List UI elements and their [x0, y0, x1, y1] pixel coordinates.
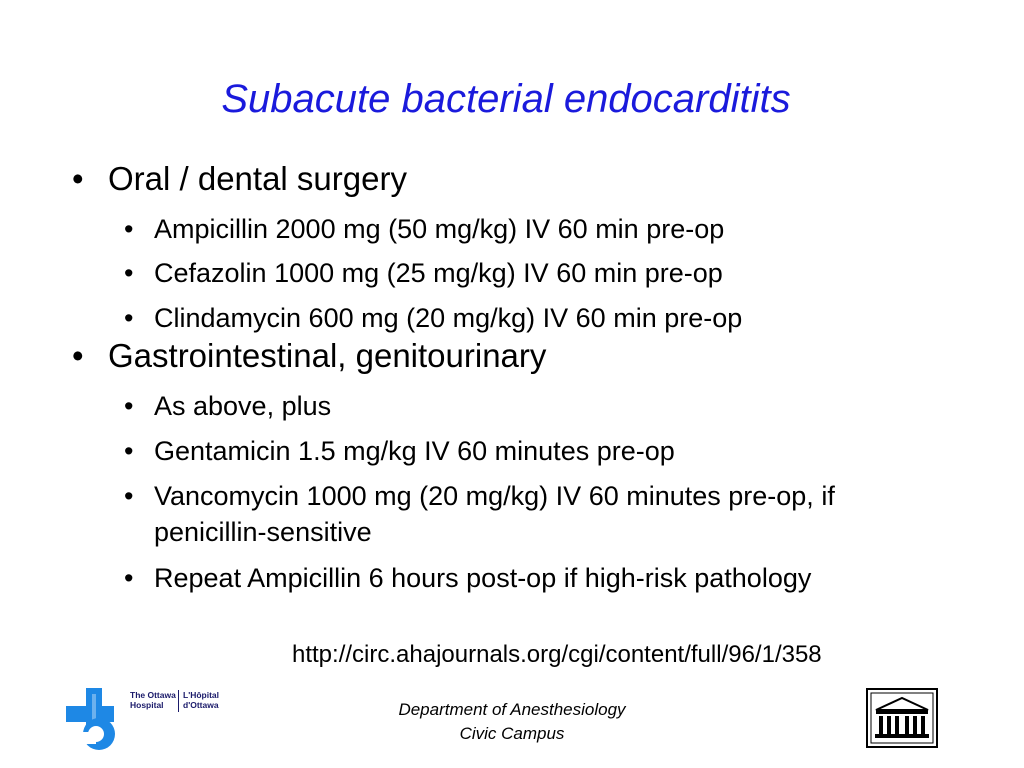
logo-en-line1: The Ottawa	[130, 690, 176, 700]
bullet-dot: •	[124, 391, 134, 421]
slide-title: Subacute bacterial endocarditits	[221, 77, 791, 121]
footer-campus: Civic Campus	[459, 724, 565, 743]
civic-building-logo	[866, 688, 938, 748]
reference-url[interactable]: http://circ.ahajournals.org/cgi/content/full/96/1/358	[292, 641, 822, 668]
logo-divider	[178, 690, 179, 712]
footer	[360, 698, 664, 746]
ottawa-hospital-logo	[66, 688, 236, 754]
bullet-dot: •	[124, 303, 134, 333]
bullet-dot: •	[124, 214, 134, 244]
logo-en-line2: Hospital	[130, 700, 164, 710]
logo-text-fr	[183, 690, 219, 710]
bullet-item: Gentamicin 1.5 mg/kg IV 60 minutes pre-op	[154, 436, 675, 466]
civic-building-logo-icon	[866, 688, 938, 748]
logo-fr-line1: L'Hôpital	[183, 690, 220, 700]
logo-fr-line2: d'Ottawa	[183, 700, 219, 710]
bullet-dot: •	[72, 160, 84, 197]
bullet-dot: •	[124, 563, 134, 593]
bullet-dot: •	[124, 436, 134, 466]
bullet-item: As above, plus	[154, 391, 332, 421]
bullet-dot: •	[72, 337, 84, 374]
bullet-dot: •	[124, 258, 134, 288]
bullet-heading: Oral / dental surgery	[108, 160, 407, 197]
footer-department: Department of Anesthesiology	[398, 700, 626, 719]
bullet-heading: Gastrointestinal, genitourinary	[108, 337, 547, 374]
bullet-item: Ampicillin 2000 mg (50 mg/kg) IV 60 min pre-op	[154, 214, 725, 244]
bullet-dot: •	[124, 481, 134, 511]
bullet-item: Cefazolin 1000 mg (25 mg/kg) IV 60 min pre-op	[154, 258, 723, 288]
bullet-item: Vancomycin 1000 mg (20 mg/kg) IV 60 minutes pre-op, if penicillin-sensitive	[154, 481, 835, 547]
ottawa-hospital-logo-icon	[66, 688, 132, 754]
logo-text-en	[130, 690, 176, 710]
bullet-item: Clindamycin 600 mg (20 mg/kg) IV 60 min pre-op	[154, 303, 743, 333]
bullet-item: Repeat Ampicillin 6 hours post-op if high-risk pathology	[154, 563, 812, 593]
